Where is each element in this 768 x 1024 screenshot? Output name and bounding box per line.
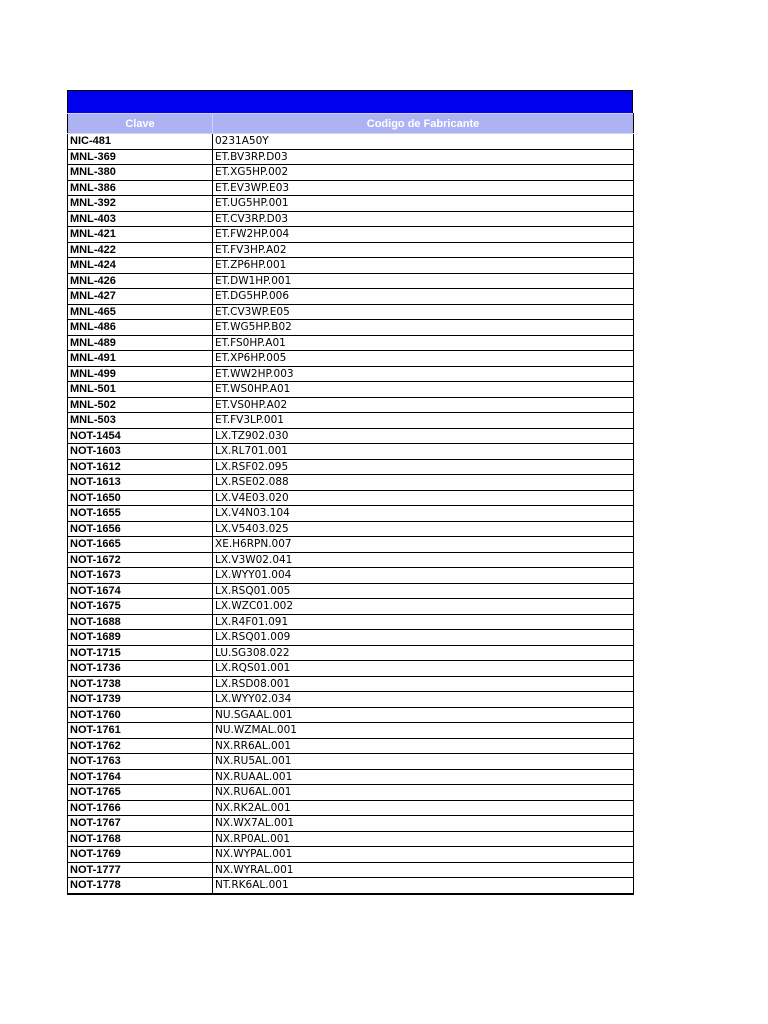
cell-codigo: LX.RSE02.088 xyxy=(213,475,634,491)
cell-clave: MNL-486 xyxy=(68,320,213,336)
table-row xyxy=(68,614,634,630)
cell-codigo: LX.RL701.001 xyxy=(213,444,634,460)
cell-codigo: LX.TZ902.030 xyxy=(213,428,634,444)
cell-codigo: LX.WYY02.034 xyxy=(213,692,634,708)
table-row xyxy=(68,645,634,661)
table-row xyxy=(68,676,634,692)
cell-clave: NIC-481 xyxy=(68,134,213,150)
cell-clave: MNL-489 xyxy=(68,335,213,351)
table-row xyxy=(68,320,634,336)
cell-codigo: NX.RU5AL.001 xyxy=(213,754,634,770)
cell-clave: NOT-1768 xyxy=(68,831,213,847)
cell-codigo: ET.FV3LP.001 xyxy=(213,413,634,429)
cell-codigo: ET.FV3HP.A02 xyxy=(213,242,634,258)
cell-clave: NOT-1674 xyxy=(68,583,213,599)
column-header-codigo: Codigo de Fabricante xyxy=(213,114,634,134)
table-row xyxy=(68,413,634,429)
table-row xyxy=(68,754,634,770)
cell-clave: MNL-503 xyxy=(68,413,213,429)
cell-codigo: ET.CV3RP.D03 xyxy=(213,211,634,227)
cell-codigo: NX.RK2AL.001 xyxy=(213,800,634,816)
cell-clave: MNL-369 xyxy=(68,149,213,165)
cell-clave: NOT-1650 xyxy=(68,490,213,506)
cell-clave: NOT-1763 xyxy=(68,754,213,770)
table-row xyxy=(68,459,634,475)
cell-clave: MNL-424 xyxy=(68,258,213,274)
cell-codigo: ET.CV3WP.E05 xyxy=(213,304,634,320)
table-row xyxy=(68,165,634,181)
table-row xyxy=(68,599,634,615)
table-row xyxy=(68,521,634,537)
cell-codigo: NX.WYPAL.001 xyxy=(213,847,634,863)
table-row xyxy=(68,335,634,351)
cell-clave: NOT-1769 xyxy=(68,847,213,863)
cell-clave: NOT-1675 xyxy=(68,599,213,615)
cell-clave: NOT-1656 xyxy=(68,521,213,537)
cell-codigo: LX.RSQ01.009 xyxy=(213,630,634,646)
table-row xyxy=(68,180,634,196)
cell-codigo: LX.WYY01.004 xyxy=(213,568,634,584)
table-row xyxy=(68,707,634,723)
table-row xyxy=(68,366,634,382)
cell-clave: MNL-426 xyxy=(68,273,213,289)
table-row xyxy=(68,847,634,863)
cell-clave: NOT-1761 xyxy=(68,723,213,739)
table-row xyxy=(68,428,634,444)
table-row xyxy=(68,258,634,274)
cell-clave: NOT-1689 xyxy=(68,630,213,646)
table-row xyxy=(68,149,634,165)
table-row xyxy=(68,785,634,801)
header-row xyxy=(68,114,634,134)
cell-clave: MNL-465 xyxy=(68,304,213,320)
table-row xyxy=(68,583,634,599)
cell-codigo: NX.RUAAL.001 xyxy=(213,769,634,785)
table-row xyxy=(68,242,634,258)
cell-codigo: LX.V4N03.104 xyxy=(213,506,634,522)
table-row xyxy=(68,738,634,754)
table-body xyxy=(68,134,634,894)
cell-clave: NOT-1655 xyxy=(68,506,213,522)
table-row xyxy=(68,692,634,708)
table-row xyxy=(68,537,634,553)
cell-clave: NOT-1778 xyxy=(68,878,213,894)
cell-clave: MNL-403 xyxy=(68,211,213,227)
spreadsheet xyxy=(67,90,633,895)
cell-clave: NOT-1767 xyxy=(68,816,213,832)
table-row xyxy=(68,506,634,522)
cell-clave: NOT-1739 xyxy=(68,692,213,708)
cell-codigo: LX.V3W02.041 xyxy=(213,552,634,568)
cell-codigo: ET.XP6HP.005 xyxy=(213,351,634,367)
table-row xyxy=(68,769,634,785)
table-row xyxy=(68,196,634,212)
cell-clave: NOT-1760 xyxy=(68,707,213,723)
cell-codigo: LX.RQS01.001 xyxy=(213,661,634,677)
cell-clave: MNL-422 xyxy=(68,242,213,258)
cell-codigo: ET.UG5HP.001 xyxy=(213,196,634,212)
table-row xyxy=(68,227,634,243)
cell-codigo: ET.ZP6HP.001 xyxy=(213,258,634,274)
table-row xyxy=(68,723,634,739)
cell-codigo: LX.V4E03.020 xyxy=(213,490,634,506)
cell-clave: MNL-392 xyxy=(68,196,213,212)
cell-codigo: LU.SG308.022 xyxy=(213,645,634,661)
cell-clave: NOT-1688 xyxy=(68,614,213,630)
cell-codigo: NX.RP0AL.001 xyxy=(213,831,634,847)
column-header-clave: Clave xyxy=(68,114,213,134)
table-row xyxy=(68,304,634,320)
cell-clave: MNL-386 xyxy=(68,180,213,196)
table-row xyxy=(68,490,634,506)
cell-codigo: ET.FW2HP.004 xyxy=(213,227,634,243)
cell-clave: MNL-421 xyxy=(68,227,213,243)
table-row xyxy=(68,351,634,367)
cell-clave: NOT-1454 xyxy=(68,428,213,444)
cell-clave: NOT-1613 xyxy=(68,475,213,491)
cell-codigo: ET.EV3WP.E03 xyxy=(213,180,634,196)
table-row xyxy=(68,800,634,816)
table-row xyxy=(68,382,634,398)
cell-codigo: ET.WW2HP.003 xyxy=(213,366,634,382)
cell-clave: NOT-1738 xyxy=(68,676,213,692)
table-row xyxy=(68,397,634,413)
cell-codigo: ET.FS0HP.A01 xyxy=(213,335,634,351)
cell-codigo: LX.WZC01.002 xyxy=(213,599,634,615)
table-row xyxy=(68,444,634,460)
table-row xyxy=(68,134,634,150)
cell-codigo: NT.RK6AL.001 xyxy=(213,878,634,894)
cell-clave: MNL-380 xyxy=(68,165,213,181)
cell-codigo: NX.RR6AL.001 xyxy=(213,738,634,754)
cell-clave: MNL-501 xyxy=(68,382,213,398)
cell-clave: NOT-1764 xyxy=(68,769,213,785)
cell-codigo: XE.H6RPN.007 xyxy=(213,537,634,553)
table-row xyxy=(68,816,634,832)
cell-clave: MNL-427 xyxy=(68,289,213,305)
cell-codigo: ET.XG5HP.002 xyxy=(213,165,634,181)
cell-codigo: ET.DG5HP.006 xyxy=(213,289,634,305)
cell-codigo: LX.V5403.025 xyxy=(213,521,634,537)
title-bar xyxy=(67,90,633,113)
cell-clave: NOT-1736 xyxy=(68,661,213,677)
cell-clave: MNL-491 xyxy=(68,351,213,367)
cell-clave: NOT-1765 xyxy=(68,785,213,801)
table-row xyxy=(68,661,634,677)
cell-codigo: NU.WZMAL.001 xyxy=(213,723,634,739)
cell-clave: NOT-1672 xyxy=(68,552,213,568)
cell-codigo: ET.DW1HP.001 xyxy=(213,273,634,289)
cell-clave: NOT-1766 xyxy=(68,800,213,816)
cell-codigo: LX.R4F01.091 xyxy=(213,614,634,630)
cell-clave: NOT-1603 xyxy=(68,444,213,460)
cell-codigo: LX.RSD08.001 xyxy=(213,676,634,692)
table-row xyxy=(68,273,634,289)
cell-codigo: NX.RU6AL.001 xyxy=(213,785,634,801)
cell-codigo: ET.WS0HP.A01 xyxy=(213,382,634,398)
table-row xyxy=(68,630,634,646)
table-row xyxy=(68,862,634,878)
table-row xyxy=(68,552,634,568)
cell-clave: MNL-499 xyxy=(68,366,213,382)
cell-codigo: NX.WX7AL.001 xyxy=(213,816,634,832)
cell-clave: NOT-1777 xyxy=(68,862,213,878)
table-row xyxy=(68,568,634,584)
data-table xyxy=(67,113,634,895)
cell-clave: NOT-1665 xyxy=(68,537,213,553)
table-row xyxy=(68,289,634,305)
cell-codigo: ET.WG5HP.B02 xyxy=(213,320,634,336)
cell-codigo: NU.SGAAL.001 xyxy=(213,707,634,723)
cell-clave: NOT-1673 xyxy=(68,568,213,584)
table-row xyxy=(68,831,634,847)
cell-codigo: ET.BV3RP.D03 xyxy=(213,149,634,165)
table-row xyxy=(68,475,634,491)
cell-codigo: LX.RSQ01.005 xyxy=(213,583,634,599)
cell-codigo: NX.WYRAL.001 xyxy=(213,862,634,878)
cell-clave: NOT-1762 xyxy=(68,738,213,754)
cell-clave: MNL-502 xyxy=(68,397,213,413)
cell-clave: NOT-1612 xyxy=(68,459,213,475)
table-row xyxy=(68,211,634,227)
cell-codigo: 0231A50Y xyxy=(213,134,634,150)
cell-codigo: LX.RSF02.095 xyxy=(213,459,634,475)
cell-codigo: ET.VS0HP.A02 xyxy=(213,397,634,413)
cell-clave: NOT-1715 xyxy=(68,645,213,661)
table-row xyxy=(68,878,634,894)
